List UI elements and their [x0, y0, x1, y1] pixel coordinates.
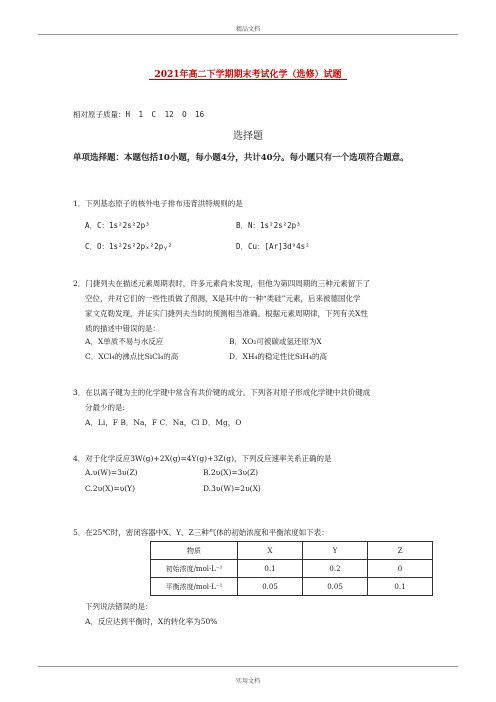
q4-option-b: B.2υ(X)=3υ(Z) [203, 468, 259, 477]
table-header-cell: X [238, 542, 303, 560]
table-header-cell: Z [368, 542, 433, 560]
q2-option-d: D．XH₄的稳定性比SiH₄的高 [229, 352, 327, 361]
concentration-table [150, 541, 433, 596]
table-cell: 0.05 [303, 578, 368, 596]
q2-option-c: C．XCl₄的沸点比SiCl₄的高 [85, 352, 179, 361]
section-instructions: 单项选择题：本题包括10小题，每小题4分，共计40分。每小题只有一个选项符合题意。 [73, 153, 409, 163]
q2-line-4: 质的描述中错误的是： [85, 324, 160, 333]
q4-option-d: D.3υ(W)=2υ(X) [203, 484, 261, 493]
table-cell: 平衡浓度/mol·L⁻¹ [151, 578, 238, 596]
q3-line-1: 3．在以离子键为主的化学键中常含有共价键的成分。下列各对原子形成化学键中共价键成 [73, 388, 371, 397]
footer-divider [38, 666, 458, 667]
table-header-row [151, 542, 433, 560]
q1-stem: 1．下列基态原子的核外电子排布违背洪特规则的是 [73, 199, 243, 208]
q3-line-2: 分最少的是: [85, 403, 126, 412]
q1-option-b: B．N：1s²2s²2p³ [236, 221, 301, 230]
table-cell: 0.1 [238, 560, 303, 578]
q2-line-3: 家文克勒发现，并证实门捷列夫当时的预测相当准确。根据元素周期律，下列有关X性 [85, 309, 368, 318]
q2-option-a: A．X单质不易与水反应 [85, 337, 164, 346]
table-cell: 0.1 [368, 578, 433, 596]
table-cell: 0.05 [238, 578, 303, 596]
q4-option-a: A.υ(W)=3υ(Z) [85, 468, 138, 477]
atomic-mass-note: 相对原子质量：H 1 C 12 O 16 [73, 110, 205, 119]
table-cell: 0 [368, 560, 433, 578]
q2-line-1: 2．门捷列夫在描述元素周期表时，许多元素尚未发现，但他为第四周期的三种元素留下了 [73, 279, 371, 288]
q5-followup: 下列说法错误的是： [85, 602, 153, 611]
q5-stem: 5．在25℃时，密闭容器中X、Y、Z三种气体的初始浓度和平衡浓度如下表： [73, 528, 329, 537]
q3-options: A．Li，F B．Na，F C．Na，Cl D．Mg，O [85, 418, 242, 427]
page-header: 精品文档 [235, 26, 260, 33]
table-header-cell: Y [303, 542, 368, 560]
section-heading: 选择题 [233, 131, 263, 142]
q1-option-a: A．C：1s²2s²2p³ [85, 221, 150, 230]
table-row [151, 578, 433, 596]
header-divider [38, 34, 458, 35]
table-cell: 初始浓度/mol·L⁻¹ [151, 560, 238, 578]
q2-option-b: B．XO₂可被碳或氢还原为X [229, 337, 322, 346]
q4-stem: 4．对于化学反应3W(g)+2X(g)=4Y(g)+3Z(g)，下列反应速率关系正确的是 [73, 454, 332, 463]
page-footer: 实用文档 [235, 678, 260, 685]
q1-option-c: C．O：1s²2s²2pₓ²2pᵧ² [85, 242, 173, 251]
q5-option-a: A．反应达到平衡时，X的转化率为50% [85, 617, 218, 626]
table-cell: 0.2 [303, 560, 368, 578]
q4-option-c: C.2υ(X)=υ(Y) [85, 484, 136, 493]
q1-option-d: D．Cu：[Ar]3d⁹4s² [236, 242, 310, 251]
exam-title: 2021年高二下学期期末考试化学（选修）试题 [154, 70, 342, 80]
title-underline [149, 79, 347, 80]
table-row [151, 560, 433, 578]
table-header-cell: 物质 [151, 542, 238, 560]
q2-line-2: 空位，并对它们的一些性质做了预测，X是其中的一种“类硅”元素，后来被德国化学 [85, 294, 361, 303]
